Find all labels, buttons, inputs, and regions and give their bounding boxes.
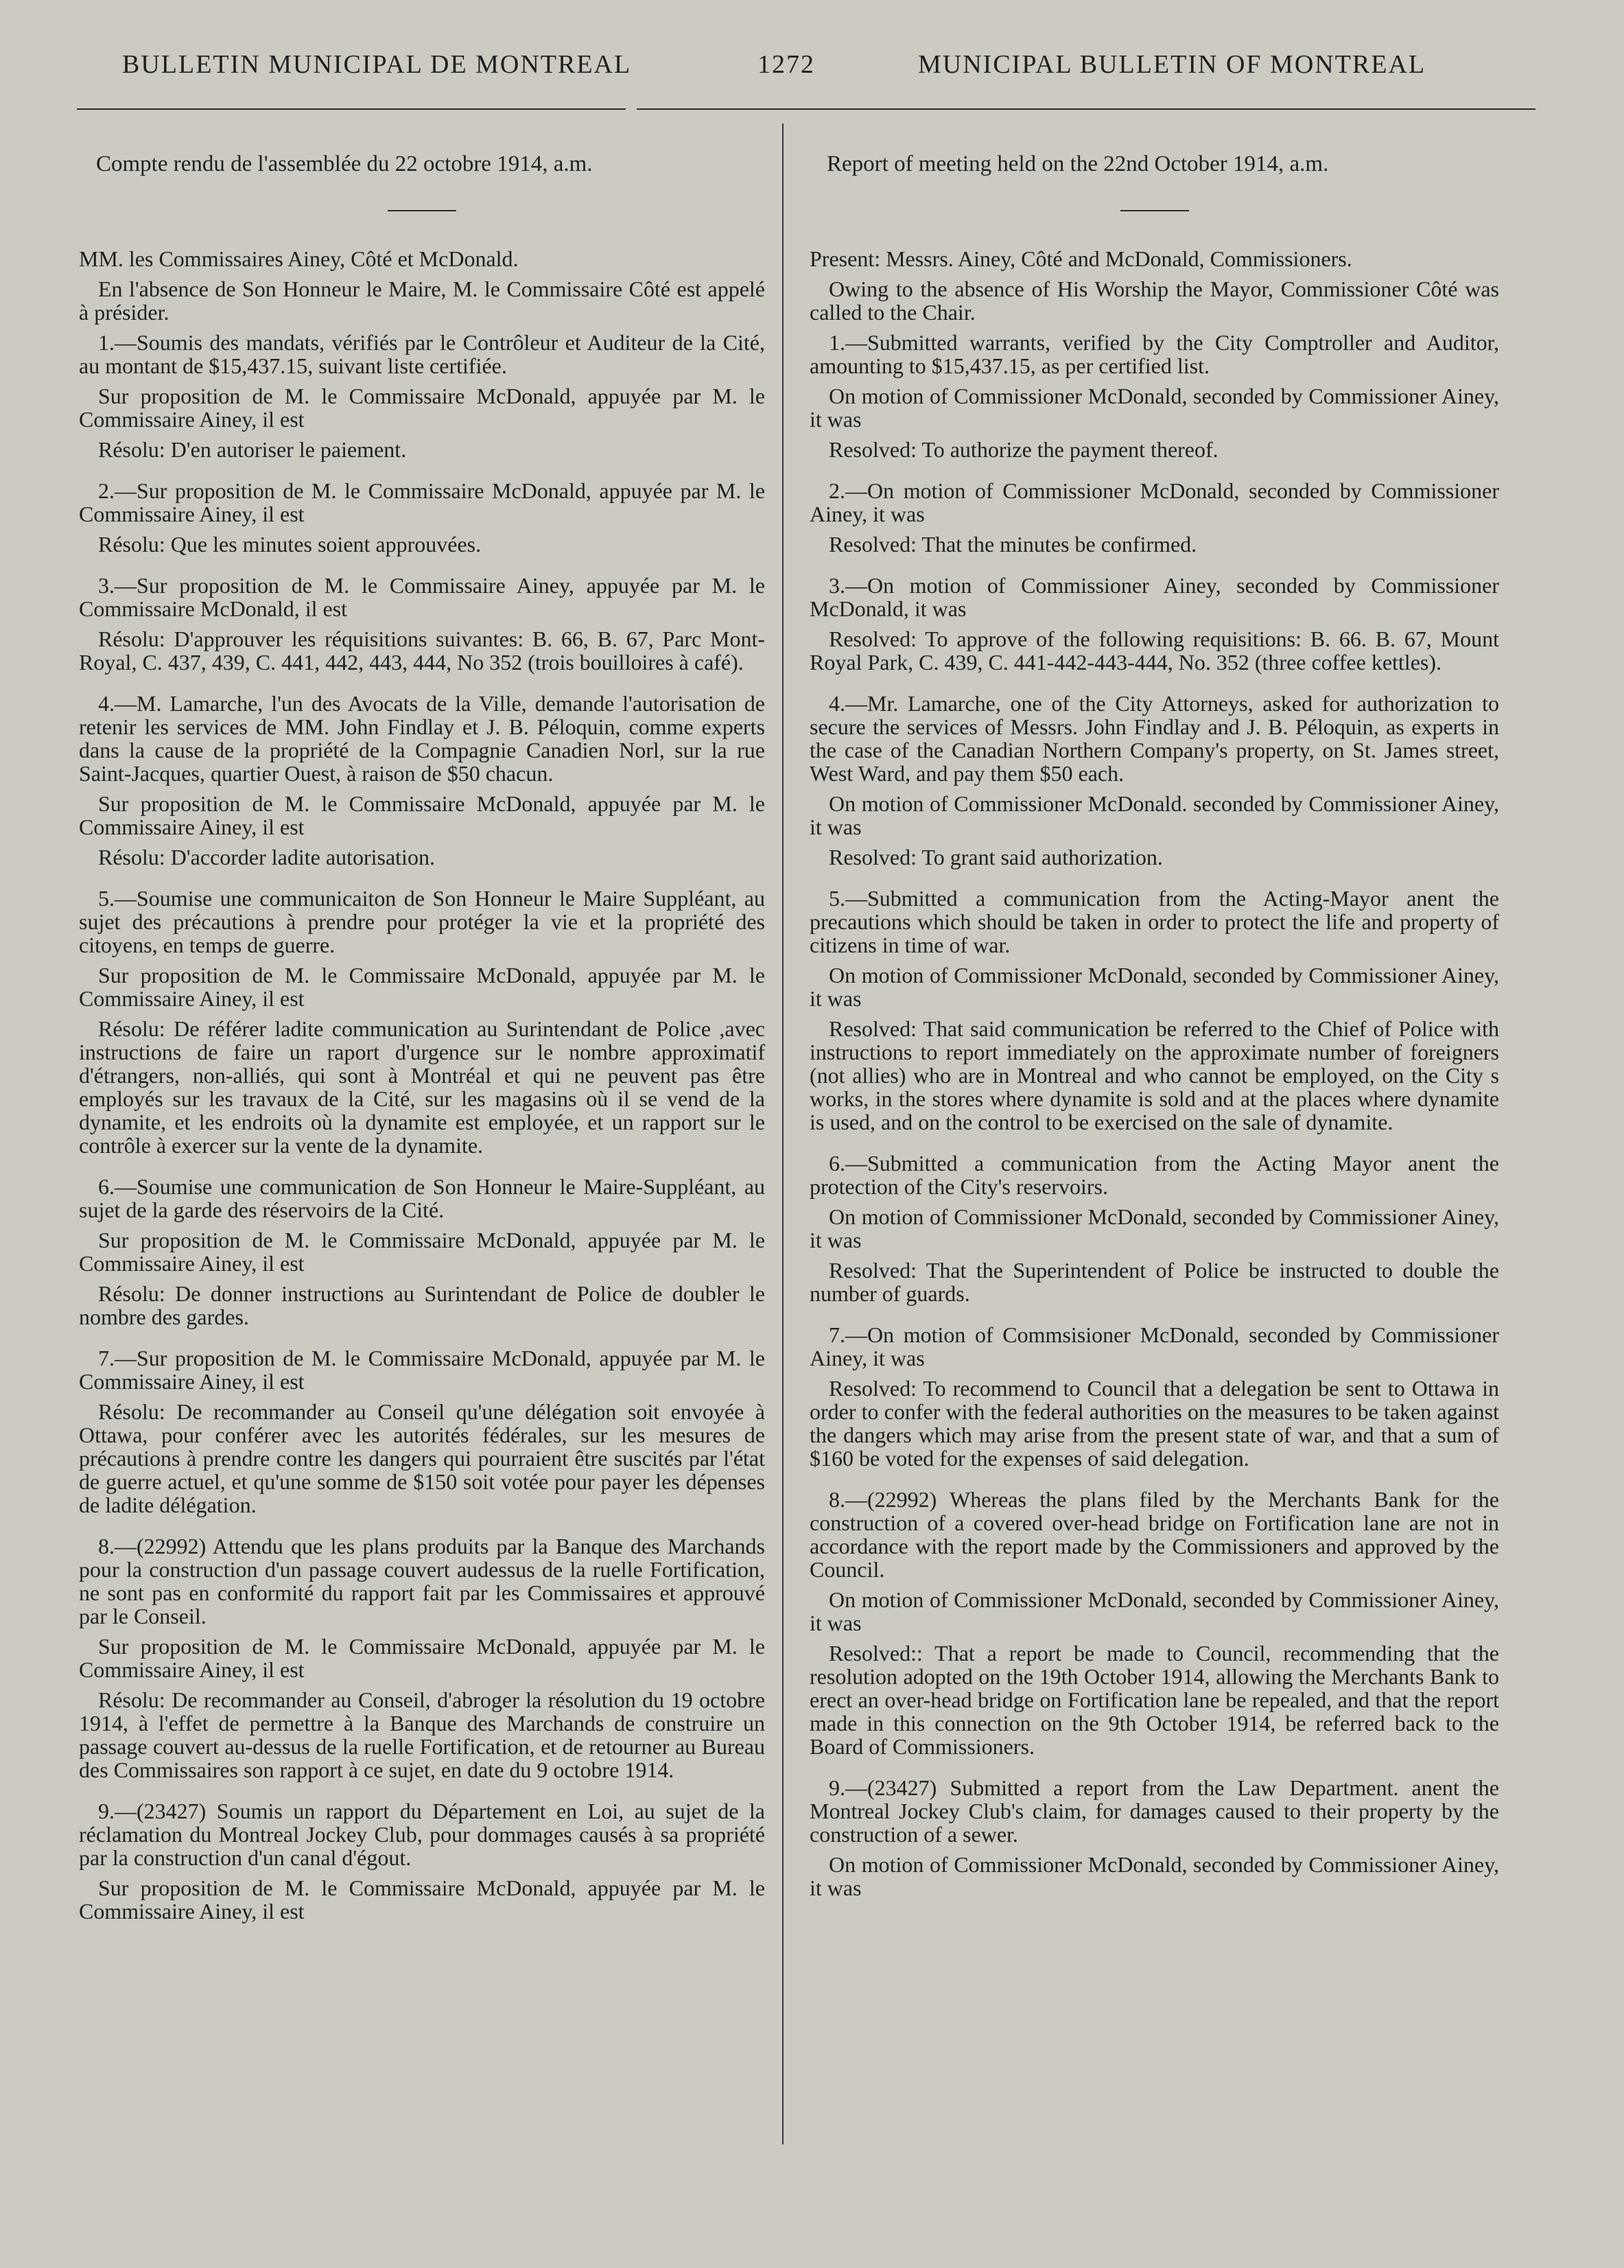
minutes-paragraph: Resolved:: That a report be made to Council, recommending that the resolution adopted on the 19th October 1914, allowing the Merchants Bank to erect an over-head bridge on Fortification lane be repealed, and that the report made in this connection on the 9th October 1914, be referred back to the Board of Commissioners. (810, 1641, 1499, 1759)
minutes-paragraph: 3.—On motion of Commissioner Ainey, seconded by Commissioner McDonald, it was (810, 573, 1499, 621)
minutes-paragraph: Owing to the absence of His Worship the Mayor, Commissioner Côté was called to the Chair. (810, 277, 1499, 325)
minutes-paragraph: 7.—On motion of Commsisioner McDonald, seconded by Commissioner Ainey, it was (810, 1322, 1499, 1370)
minutes-paragraph: Résolu: D'en autoriser le paiement. (98, 437, 407, 462)
minutes-paragraph: 6.—Soumise une communication de Son Honneur le Maire-Suppléant, au sujet de la garde des réservoirs de la Cité. (79, 1174, 765, 1222)
title-separator (388, 210, 456, 211)
minutes-paragraph: Present: Messrs. Ainey, Côté and McDonald, Commissioners. (810, 246, 1352, 271)
minutes-paragraph: 7.—Sur proposition de M. le Commissaire McDonald, appuyée par M. le Commissaire Ainey, il est (79, 1346, 765, 1394)
minutes-paragraph: Resolved: That said communication be referred to the Chief of Police with instructions to report immediately on the approximate number of foreigners (not allies) who are in Montreal and who cannot be employed, on the City s works, in the stores where dynamite is sold and at the places where dynamite is used, and on the control to be exercised on the sale of dynamite. (810, 1016, 1499, 1134)
minutes-paragraph: 5.—Soumise une communicaiton de Son Honneur le Maire Suppléant, au sujet des précautions à prendre pour protéger la vie et la propriété des citoyens, en temps de guerre. (79, 886, 765, 957)
english-column (810, 152, 1499, 1906)
minutes-paragraph: Resolved: To approve of the following requisitions: B. 66. B. 67, Mount Royal Park, C. 439, C. 441-442-443-444, No. 352 (three coffee kettles). (810, 627, 1499, 675)
minutes-paragraph: Résolu: De recommander au Conseil qu'une délégation soit envoyée à Ottawa, pour conférer avec les autorités fédérales, sur les mesures de précautions à prendre contre les dangers qui pourraient être suscités par l'état de guerre actuel, et qu'une somme de $150 soit votée pour payer les dépenses de ladite délégation. (79, 1399, 765, 1517)
minutes-paragraph: Sur proposition de M. le Commissaire McDonald, appuyée par M. le Commissaire Ainey, il est (79, 1875, 765, 1924)
minutes-paragraph: 6.—Submitted a communication from the Acting Mayor anent the protection of the City's reservoirs. (810, 1151, 1499, 1199)
page-header (0, 49, 1624, 97)
minutes-paragraph: Sur proposition de M. le Commissaire McDonald, appuyée par M. le Commissaire Ainey, il est (79, 963, 765, 1011)
minutes-paragraph: 1.—Submitted warrants, verified by the City Comptroller and Auditor, amounting to $15,437.15, as per certified list. (810, 330, 1499, 378)
minutes-paragraph: On motion of Commissioner McDonald, seconded by Commissioner Ainey, it was (810, 1852, 1499, 1900)
minutes-paragraph: Resolved: That the minutes be confirmed. (829, 532, 1197, 557)
minutes-paragraph: Résolu: Que les minutes soient approuvées. (98, 532, 482, 557)
minutes-paragraph: 9.—(23427) Soumis un rapport du Département en Loi, au sujet de la réclamation du Montreal Jockey Club, pour dommages causés à sa propriété par la construction d'un canal d'égout. (79, 1799, 765, 1870)
minutes-paragraph: 4.—Mr. Lamarche, one of the City Attorneys, asked for authorization to secure the services of Messrs. John Findlay and J. B. Péloquin, as experts in the case of the Canadian Northern Company's property, on St. James street, West Ward, and pay them $50 each. (810, 691, 1499, 786)
minutes-paragraph: 3.—Sur proposition de M. le Commissaire Ainey, appuyée par M. le Commissaire McDonald, il est (79, 573, 765, 621)
minutes-paragraph: Resolved: To authorize the payment thereof. (829, 437, 1219, 462)
header-title-french: BULLETIN MUNICIPAL DE MONTREAL (122, 50, 632, 79)
minutes-paragraph: 2.—Sur proposition de M. le Commissaire McDonald, appuyée par M. le Commissaire Ainey, il est (79, 478, 765, 526)
minutes-paragraph: On motion of Commissioner McDonald. seconded by Commissioner Ainey, it was (810, 791, 1499, 839)
minutes-paragraph: Résolu: De donner instructions au Surintendant de Police de doubler le nombre des gardes. (79, 1281, 765, 1329)
page-number: 1272 (757, 50, 815, 79)
minutes-paragraph: MM. les Commissaires Ainey, Côté et McDonald. (79, 246, 519, 271)
minutes-paragraph: Résolu: D'approuver les réquisitions suivantes: B. 66, B. 67, Parc Mont-Royal, C. 437, 439, C. 441, 442, 443, 444, No 352 (trois bouilloires à café). (79, 627, 765, 675)
minutes-paragraph: 8.—(22992) Whereas the plans filed by the Merchants Bank for the construction of a covered over-head bridge on Fortification lane are not in accordance with the report made by the Commissioners and approved by the Council. (810, 1487, 1499, 1582)
minutes-paragraph: 4.—M. Lamarche, l'un des Avocats de la Ville, demande l'autorisation de retenir les services de MM. John Findlay et J. B. Péloquin, comme experts dans la cause de la propriété de la Compagnie Canadien Norl, sur la rue Saint-Jacques, quartier Ouest, à raison de $50 chacun. (79, 691, 765, 786)
minutes-paragraph: On motion of Commissioner McDonald, seconded by Commissioner Ainey, it was (810, 963, 1499, 1011)
minutes-paragraph: 5.—Submitted a communication from the Acting-Mayor anent the precautions which should be taken in order to protect the life and property of citizens in time of war. (810, 886, 1499, 957)
minutes-paragraph: On motion of Commissioner McDonald, seconded by Commissioner Ainey, it was (810, 384, 1499, 432)
minutes-title: Compte rendu de l'assemblée du 22 octobre 1914, a.m. (96, 152, 593, 176)
header-rule-right (637, 108, 1535, 110)
minutes-paragraph: 2.—On motion of Commissioner McDonald, seconded by Commissioner Ainey, it was (810, 478, 1499, 526)
minutes-paragraph: On motion of Commissioner McDonald, seconded by Commissioner Ainey, it was (810, 1204, 1499, 1252)
minutes-paragraph: Resolved: To recommend to Council that a delegation be sent to Ottawa in order to confer with the federal authorities on the measures to be taken against the dangers which may arise from the present state of war, and that a sum of $160 be voted for the expenses of said delegation. (810, 1376, 1499, 1471)
minutes-paragraph: Resolved: That the Superintendent of Police be instructed to double the number of guards. (810, 1258, 1499, 1306)
minutes-paragraph: Résolu: De référer ladite communication au Surintendant de Police ,avec instructions de faire un raport d'urgence sur le nombre approximatif d'étrangers, non-alliés, qui sont à Montréal et qui ne peuvent pas être employés sur les travaux de la Cité, sur les magasins où il se vend de la dynamite, et les endroits où la dynamite est employée, et un rapport sur le contrôle à exercer sur la vente de la dynamite. (79, 1016, 765, 1158)
header-title-english: MUNICIPAL BULLETIN OF MONTREAL (918, 50, 1426, 79)
minutes-paragraph: Résolu: De recommander au Conseil, d'abroger la résolution du 19 octobre 1914, à l'effet de permettre à la Banque des Marchands de construire un passage couvert au-dessus de la ruelle Fortification, et de retourner au Bureau des Commissaires son rapport à ce sujet, en date du 9 octobre 1914. (79, 1687, 765, 1782)
french-column (79, 152, 765, 1930)
minutes-title: Report of meeting held on the 22nd October 1914, a.m. (827, 152, 1329, 176)
minutes-paragraph: Sur proposition de M. le Commissaire McDonald, appuyée par M. le Commissaire Ainey, il est (79, 791, 765, 839)
minutes-paragraph: 9.—(23427) Submitted a report from the Law Department. anent the Montreal Jockey Club's claim, for damages caused to their property by the construction of a sewer. (810, 1775, 1499, 1847)
minutes-paragraph: 8.—(22992) Attendu que les plans produits par la Banque des Marchands pour la construction d'un passage couvert audessus de la ruelle Fortification, ne sont pas en conformité du rapport fait par les Commissaires et approuvé par le Conseil. (79, 1534, 765, 1628)
minutes-paragraph: On motion of Commissioner McDonald, seconded by Commissioner Ainey, it was (810, 1587, 1499, 1635)
title-separator (1120, 210, 1189, 211)
column-divider (782, 124, 784, 2144)
minutes-paragraph: Resolved: To grant said authorization. (829, 845, 1163, 869)
minutes-paragraph: Sur proposition de M. le Commissaire McDonald, appuyée par M. le Commissaire Ainey, il est (79, 1634, 765, 1682)
minutes-paragraph: En l'absence de Son Honneur le Maire, M. le Commissaire Côté est appelé à présider. (79, 277, 765, 325)
header-rule-left (77, 108, 626, 110)
minutes-paragraph: Sur proposition de M. le Commissaire McDonald, appuyée par M. le Commissaire Ainey, il est (79, 384, 765, 432)
minutes-paragraph: Sur proposition de M. le Commissaire McDonald, appuyée par M. le Commissaire Ainey, il est (79, 1228, 765, 1276)
minutes-paragraph: Résolu: D'accorder ladite autorisation. (98, 845, 435, 869)
minutes-paragraph: 1.—Soumis des mandats, vérifiés par le Contrôleur et Auditeur de la Cité, au montant de $15,437.15, suivant liste certifiée. (79, 330, 765, 378)
